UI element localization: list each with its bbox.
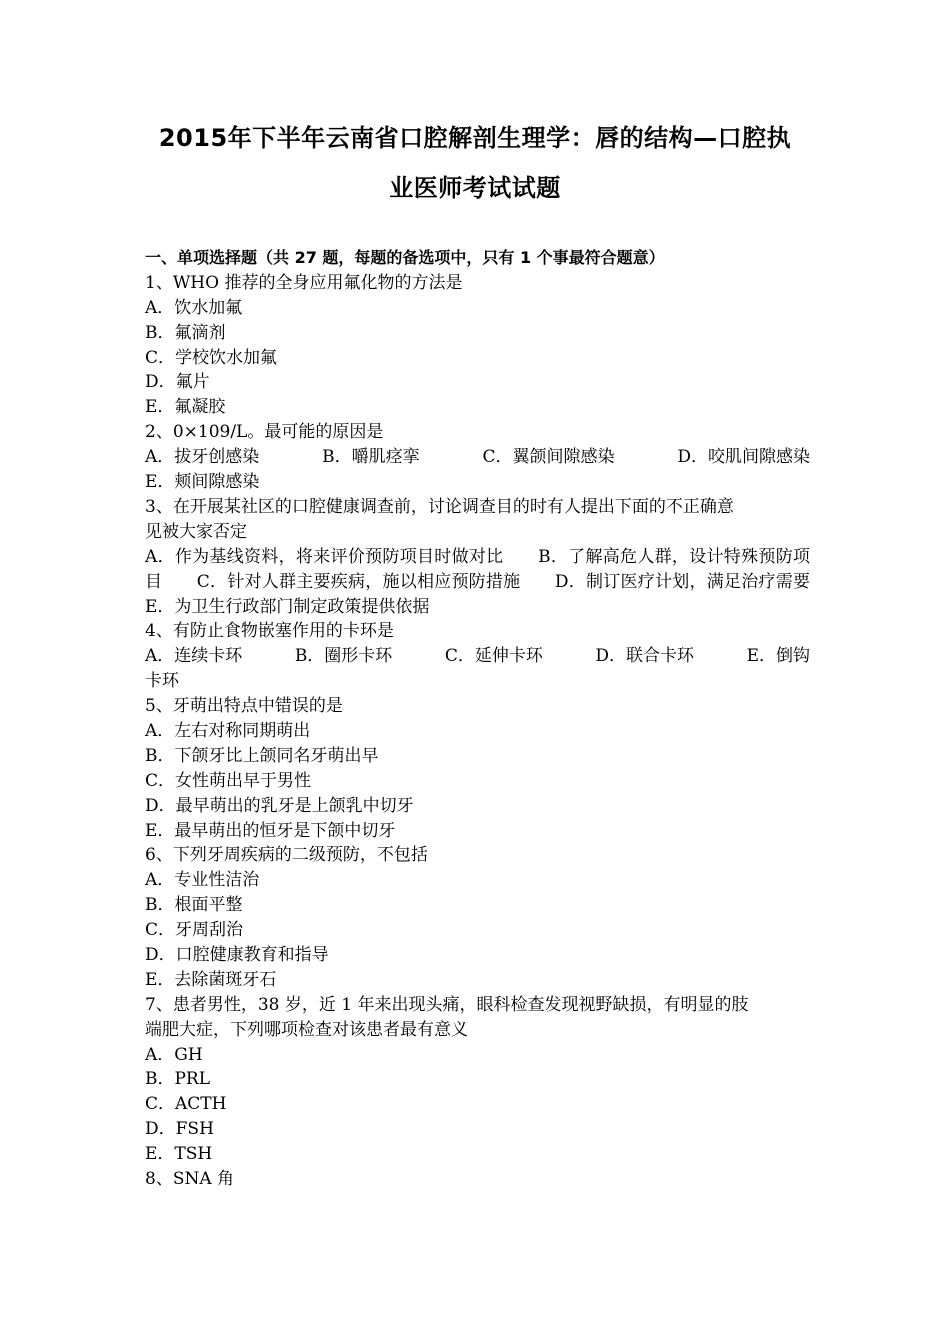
question-7-option-a: A．GH [145, 1044, 203, 1065]
question-4-option-e-wrap: 卡环 [145, 671, 179, 692]
question-7-stem-line-1: 7、患者男性，38 岁，近 1 年来出现头痛，眼科检查发现视野缺损，有明显的肢 [145, 994, 749, 1015]
question-5-option-a: A．左右对称同期萌出 [145, 720, 311, 741]
question-6-option-b: B．根面平整 [145, 895, 243, 916]
question-5-option-e: E．最早萌出的恒牙是下颌中切牙 [145, 820, 396, 841]
question-1-option-b: B．氟滴剂 [145, 322, 226, 343]
document-body [145, 246, 844, 1192]
question-6-option-c: C．牙周刮治 [145, 920, 244, 941]
question-4-option-e: E．倒钩 [746, 646, 810, 667]
document-title-line-2: 业医师考试试题 [389, 174, 561, 202]
question-7-option-c: C．ACTH [145, 1094, 227, 1115]
question-5-option-d: D．最早萌出的乳牙是上颌乳中切牙 [145, 795, 414, 816]
question-4-option-c: C．延伸卡环 [444, 646, 543, 667]
question-2-option-b: B．嚼肌痉挛 [322, 447, 420, 468]
question-6-option-d: D．口腔健康教育和指导 [145, 944, 329, 965]
question-2-option-c: C．翼颌间隙感染 [482, 447, 615, 468]
section-heading: 一、单项选择题（共 27 题，每题的备选项中，只有 1 个事最符合题意） [145, 248, 665, 267]
question-6-option-a: A．专业性洁治 [145, 870, 260, 891]
question-2-option-e: E．颊间隙感染 [145, 472, 260, 493]
question-3-stem-line-1: 3、在开展某社区的口腔健康调查前，讨论调查目的时有人提出下面的不正确意 [145, 496, 734, 517]
question-4-options-row [145, 644, 810, 669]
question-7-option-d: D．FSH [145, 1119, 214, 1140]
question-1-option-e: E．氟凝胶 [145, 397, 226, 418]
question-2-option-d: D．咬肌间隙感染 [677, 447, 810, 468]
question-4-stem: 4、有防止食物嵌塞作用的卡环是 [145, 621, 394, 642]
question-4-option-d: D．联合卡环 [595, 646, 695, 667]
question-2-option-a: A．拔牙创感染 [145, 447, 260, 468]
question-8-stem: 8、SNA 角 [145, 1169, 235, 1189]
question-2-options-row [145, 445, 810, 470]
question-1-option-d: D．氟片 [145, 372, 210, 393]
question-1-stem: 1、WHO 推荐的全身应用氟化物的方法是 [145, 272, 463, 293]
question-5-stem: 5、牙萌出特点中错误的是 [145, 696, 343, 717]
question-1-option-c: C．学校饮水加氟 [145, 347, 278, 368]
question-6-stem: 6、下列牙周疾病的二级预防，不包括 [145, 845, 428, 866]
question-2-stem: 2、0×109/L。最可能的原因是 [145, 422, 384, 443]
question-7-option-b: B．PRL [145, 1069, 211, 1090]
question-6-option-e: E．去除菌斑牙石 [145, 969, 277, 990]
question-7-option-e: E．TSH [145, 1144, 213, 1165]
question-4-option-b: B．圈形卡环 [294, 646, 393, 667]
question-5-option-c: C．女性萌出早于男性 [145, 770, 312, 791]
document-title-line-1: 2015年下半年云南省口腔解剖生理学：唇的结构—口腔执 [158, 124, 792, 152]
question-5-option-b: B．下颌牙比上颌同名牙萌出早 [145, 745, 379, 766]
question-3-options: A．作为基线资料，将来评价预防项目时做对比 B．了解高危人群，设计特殊预防项目 C．针对人群主要疾病，施以相应预防措施 D．制订医疗计划，满足治疗需要 E．为卫生行政部门制定政策提供依据 [145, 546, 844, 617]
question-4-option-a: A．连续卡环 [145, 646, 243, 667]
question-7-stem-line-2: 端肥大症，下列哪项检查对该患者最有意义 [145, 1019, 468, 1040]
question-1-option-a: A．饮水加氟 [145, 297, 243, 318]
question-3-stem-line-2: 见被大家否定 [145, 521, 247, 542]
